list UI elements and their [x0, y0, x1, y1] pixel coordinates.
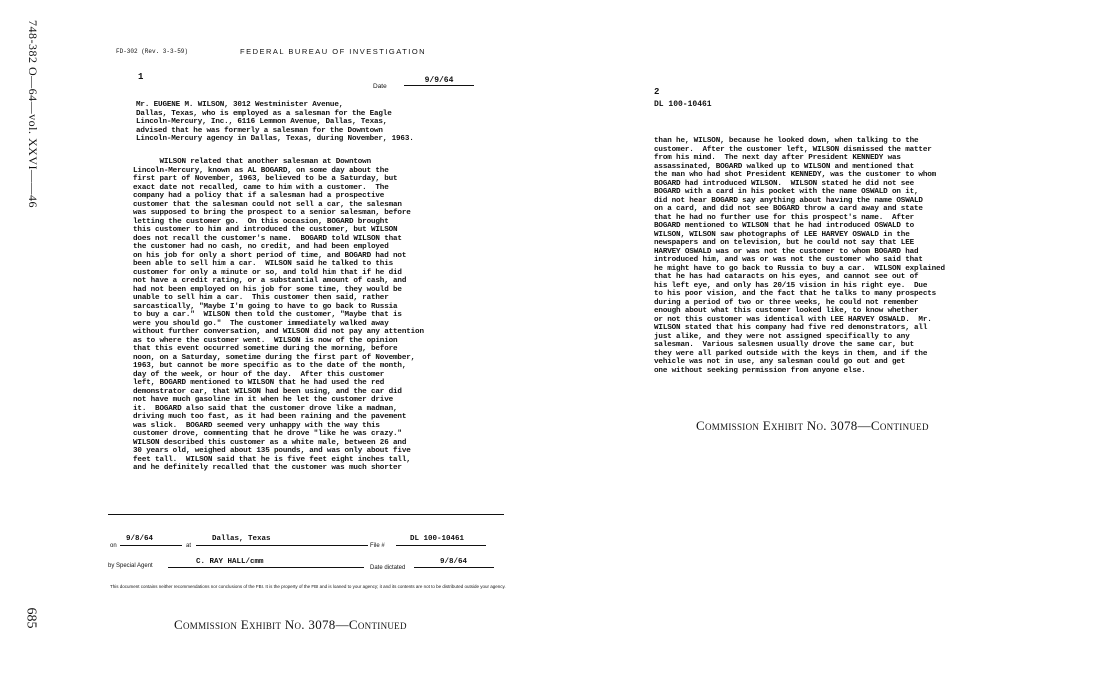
caption-right [696, 418, 929, 434]
fbi-disclaimer: This document contains neither recommendations nor conclusions of the FBI. It is the property of the FBI and is loaned to your agency; it and its contents are not to be distributed outside your agency. [110, 584, 506, 589]
at-label: at [186, 543, 192, 549]
page1-body-paragraph: WILSON related that another salesman at Downtown Lincoln-Mercury, known as AL BOGARD, on some day about the first part of November, 1963, believed to be a Saturday, but exact date not recalled, came to him with a customer. The company had a policy that if a salesman had a prospective customer that the salesman could not sell a car, the salesman was supposed to bring the prospect to a senior salesman, before letting the customer go. On this occasion, BOGARD brought this customer to him and introduced the customer, but WILSON does not recall the customer's name. BOGARD told WILSON that the customer had no cash, no credit, and had been employed on his job for only a short period of time, and BOGARD had not been able to sell him a car. WILSON said he talked to this customer for only a minute or so, and told him that if he did not have a credit rating, or a substantial amount of cash, and had not been employed on his job for some time, they would be unable to sell him a car. This customer then said, rather sarcastically, "Maybe I'm going to have to go back to Russia to buy a car." WILSON then told the customer, "Maybe that is were you should go." The customer immediately walked away without further conversation, and WILSON did not pay any attention as to where the customer went. WILSON is now of the opinion that this event occurred sometime during the morning, before noon, on a Saturday, sometime during the first part of November, 1963, but cannot be more specific as to the date of the month, day of the week, or hour of the day. After this customer left, BOGARD mentioned to WILSON that he had used the red demonstrator car, that WILSON had been using, and the car did not have much gasoline in it when he let the customer drive it. BOGARD also said that the customer drove like a madman, driving much too fast, as it had been raining and the pavement was slick. BOGARD seemed very unhappy with the way this customer drove, commenting that he drove "like he was crazy." WILSON described this customer as a white male, between 26 and 30 years old, weighed about 135 pounds, and was only about five feet tall. WILSON said that he is five feet eight inches tall, and he definitely recalled that the customer was much shorter [133, 158, 424, 472]
file-value: DL 100-10461 [410, 535, 465, 543]
date-label: Date [373, 83, 387, 90]
volume-reference [22, 20, 46, 270]
dictated-underline [414, 567, 494, 568]
file-underline [396, 545, 486, 546]
page2-body-paragraph: than he, WILSON, because he looked down, when talking to the customer. After the customer left, WILSON dismissed the matter from his mind. The next day after President KENNEDY was assassinated, BOGARD walked up to WILSON and mentioned that the man who had shot President KENNEDY, was the customer to whom BOGARD had introduced WILSON. WILSON stated he did not see BOGARD with a card in his pocket with the name OSWALD on it, did not hear BOGARD say anything about having the name OSWALD on a card, and did not see BOGARD throw a card away and state that he had no further use for this prospect's name. After BOGARD mentioned to WILSON that he had introduced OSWALD to WILSON, WILSON saw photographs of LEE HARVEY OSWALD in the newspapers and on television, but he could not say that LEE HARVEY OSWALD was or was not the customer to whom BOGARD had introduced him, and was or was not the customer who said that he might have to go back to Russia to buy a car. WILSON explained that he has had cataracts on his eyes, and cannot see out of his left eye, and only has 20/15 vision in his right eye. Due to his poor vision, and the fact that he talks to many prospects during a period of two or three weeks, he could not remember enough about what this customer looked like, to know whether or not this customer was identical with LEE HARVEY OSWALD. Mr. WILSON stated that his company had five red demonstrators, all just alike, and they were not assigned specifically to any salesman. Various salesmen usually drove the same car, but they were all parked outside with the keys in them, and if the vehicle was not in use, any salesman could go out and get one without seeking permission from anyone else. [654, 137, 945, 375]
page2-file-ref: DL 100-10461 [654, 100, 712, 109]
file-label: File # [370, 543, 385, 549]
on-value: 9/8/64 [126, 535, 154, 543]
footer-rule [108, 514, 504, 515]
page1-intro-paragraph: Mr. EUGENE M. WILSON, 3012 Westminister Avenue, Dallas, Texas, who is employed as a salesman for the Eagle Lincoln-Mercury, Inc., 6116 Lemmon Avenue, Dallas, Texas, advised that he was formerly a salesman for the Downtown Lincoln-Mercury agency in Dallas, Texas, during November, 1963. [136, 101, 414, 143]
page1-number: 1 [138, 72, 144, 82]
fbi-header: FEDERAL BUREAU OF INVESTIGATION [240, 47, 427, 56]
page2-number: 2 [654, 87, 660, 97]
volume-reference-text: 748-382 O—64—vol. XXVI——46 [26, 20, 40, 208]
agent-value: C. RAY HALL/cmm [196, 558, 264, 566]
dictated-value: 9/8/64 [440, 558, 468, 566]
at-underline [196, 545, 368, 546]
agent-underline [168, 567, 364, 568]
form-number: FD-302 (Rev. 3-3-59) [116, 48, 189, 55]
caption-left-text: Commission Exhibit No. 3078—Continued [174, 617, 407, 632]
date-value: 9/9/64 [404, 76, 474, 86]
on-underline [120, 545, 182, 546]
at-value: Dallas, Texas [212, 535, 271, 543]
on-label: on [110, 543, 117, 549]
caption-left [174, 617, 407, 633]
dictated-label: Date dictated [370, 565, 406, 571]
caption-right-text: Commission Exhibit No. 3078—Continued [696, 418, 929, 433]
book-page-number: 685 [23, 607, 39, 629]
agent-label: by Special Agent [108, 563, 153, 569]
